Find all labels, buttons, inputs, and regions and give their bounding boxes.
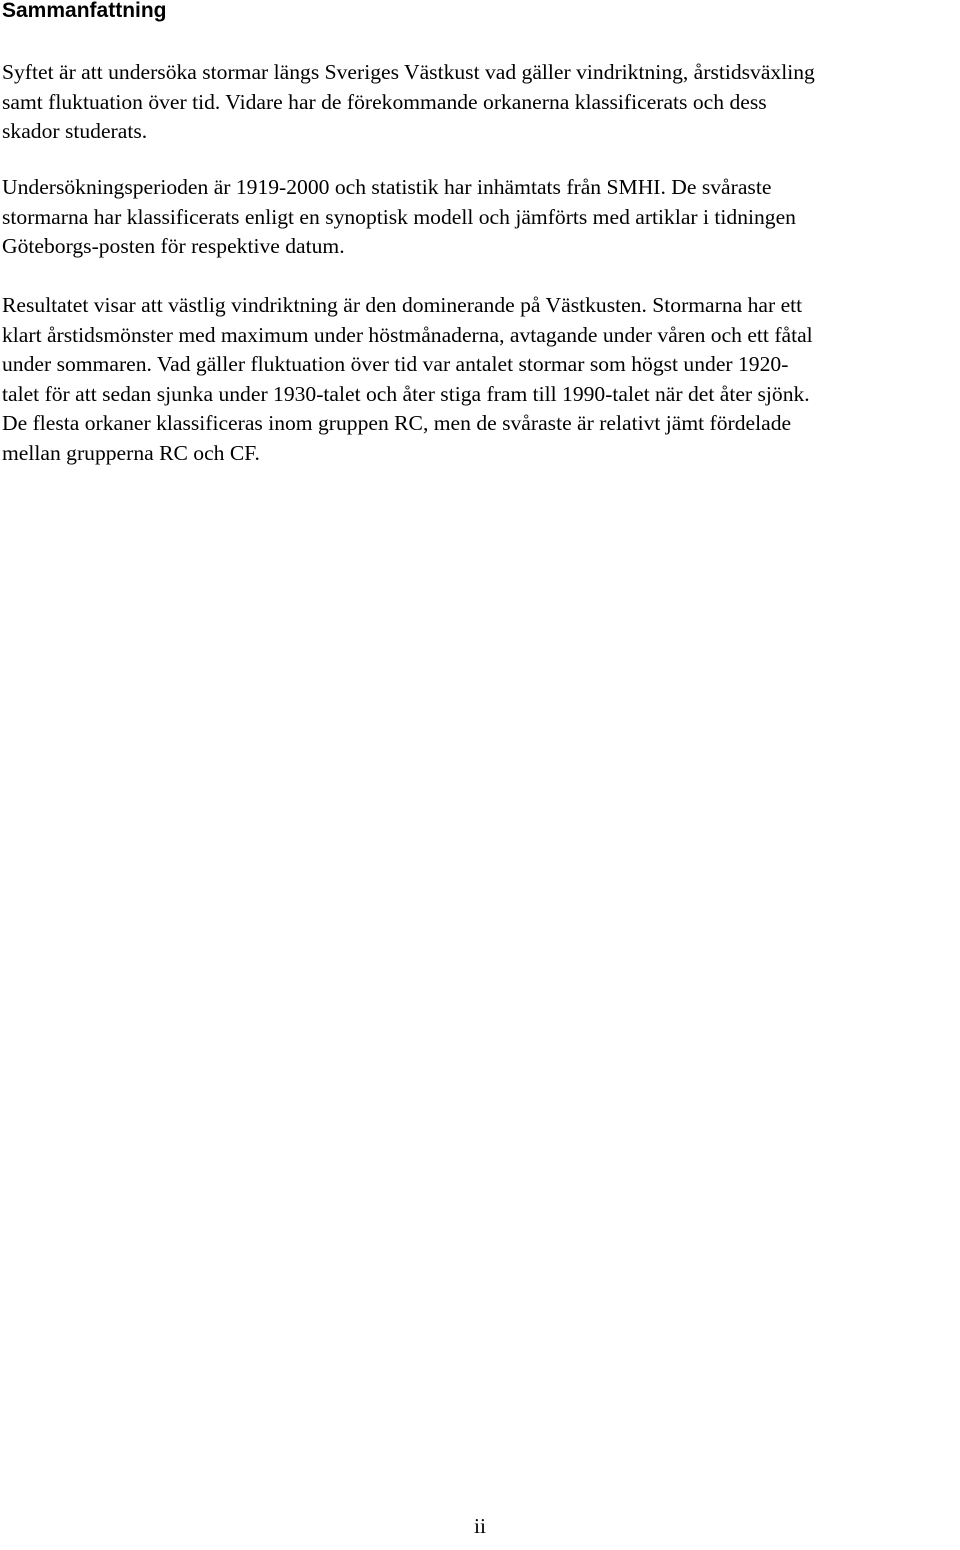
- paragraph-results: [2, 291, 958, 468]
- section-heading: Sammanfattning: [2, 0, 167, 22]
- text-line: talet för att sedan sjunka under 1930-talet och åter stiga fram till 1990-talet när det åter sjönk.: [2, 381, 810, 406]
- page-number: ii: [474, 1514, 486, 1538]
- text-line: mellan grupperna RC och CF.: [2, 440, 260, 465]
- text-line: Syftet är att undersöka stormar längs Sveriges Västkust vad gäller vindriktning, årstidsväxling: [2, 60, 815, 84]
- text-line: stormarna har klassificerats enligt en synoptisk modell och jämförts med artiklar i tidningen: [2, 204, 796, 229]
- text-line: Göteborgs-posten för respektive datum.: [2, 234, 345, 258]
- text-line: De flesta orkaner klassificeras inom gruppen RC, men de svåraste är relativt jämt fördelade: [2, 411, 792, 435]
- text-line: Undersökningsperioden är 1919-2000 och statistik har inhämtats från SMHI. De svåraste: [2, 175, 772, 199]
- text-line: samt fluktuation över tid. Vidare har de förekommande orkanerna klassificerats och dess: [2, 89, 767, 114]
- text-line: skador studerats.: [2, 119, 148, 143]
- text-line: under sommaren. Vad gäller fluktuation över tid var antalet stormar som högst under 1920-: [2, 352, 789, 376]
- paragraph-method: [2, 173, 958, 262]
- text-line: klart årstidsmönster med maximum under höstmånaderna, avtagande under våren och ett fåtal: [2, 322, 813, 347]
- text-line: Resultatet visar att västlig vindriktning är den dominerande på Västkusten. Stormarna har ett: [2, 293, 803, 317]
- paragraph-purpose: [2, 58, 958, 147]
